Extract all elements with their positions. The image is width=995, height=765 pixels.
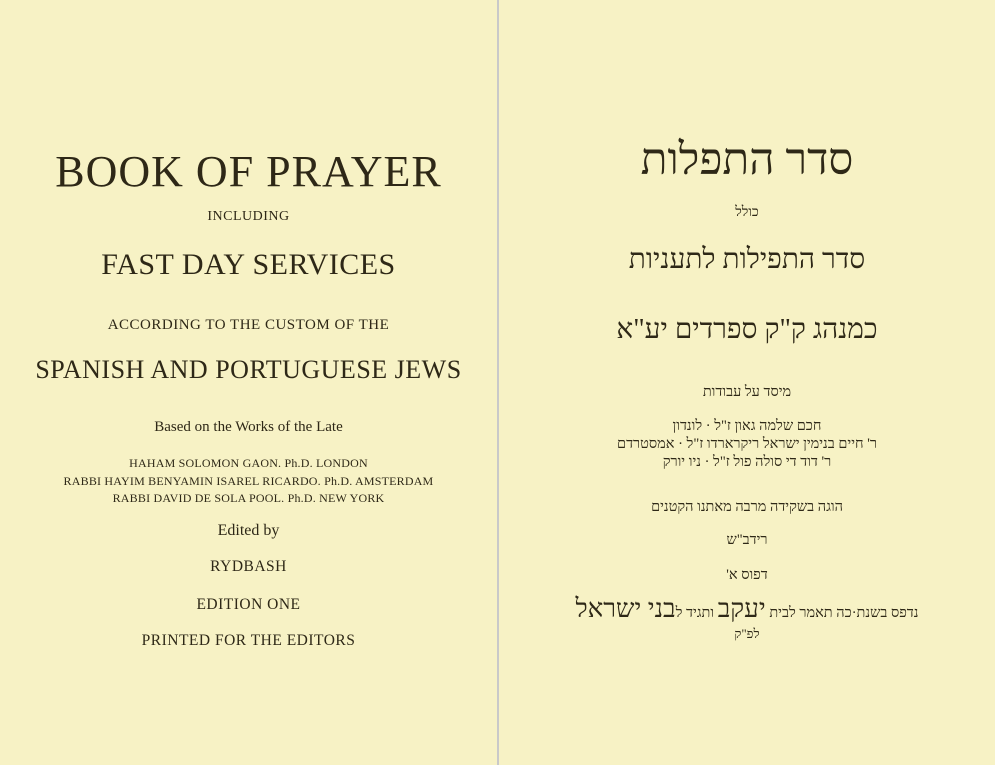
hebrew-editor-name: רידב"ש <box>726 532 768 548</box>
hebrew-book-subtitle: סדר התפילות לתעניות <box>628 244 866 275</box>
custom-line: ACCORDING TO THE CUSTOM OF THE <box>107 317 390 333</box>
imprint-emphasized-word: בני ישראל <box>575 594 676 623</box>
including-label: INCLUDING <box>207 209 290 224</box>
author-line: RABBI HAYIM BENYAMIN ISAREL RICARDO. Ph.D. AMSTERDAM <box>63 473 434 488</box>
book-title: BOOK OF PRAYER <box>55 147 442 196</box>
imprint-segment: נדפס בשנת·כה תאמר לבית <box>765 605 919 621</box>
editor-name: RYDBASH <box>210 558 287 575</box>
hebrew-authors-list <box>499 417 995 471</box>
imprint-emphasized-word: יעקב <box>717 594 766 623</box>
hebrew-proofread-line: הוגה בשקידה מרבה מאתנו הקטנים <box>651 499 843 515</box>
hebrew-author-line: חכם שלמה גאון ז"ל · לונדון <box>672 418 822 434</box>
hebrew-title-page <box>499 0 995 765</box>
author-line: HAHAM SOLOMON GAON. Ph.D. LONDON <box>129 456 368 470</box>
book-subtitle: FAST DAY SERVICES <box>101 248 396 281</box>
authors-list <box>0 455 497 508</box>
printed-for-line: PRINTED FOR THE EDITORS <box>141 632 356 649</box>
imprint-segment: ותגיד ל <box>675 605 718 621</box>
hebrew-author-line: ר' חיים בנימין ישראל ריקרארדו ז"ל · אמסטרדם <box>617 436 877 452</box>
hebrew-author-line: ר' דוד די סולה פול ז"ל · ניו יורק <box>662 454 832 470</box>
hebrew-including-label: כולל <box>735 205 759 220</box>
hebrew-imprint-line <box>499 594 995 628</box>
hebrew-lefak-label: לפ"ק <box>734 626 760 641</box>
community-line: SPANISH AND PORTUGUESE JEWS <box>35 355 462 384</box>
edition-line: EDITION ONE <box>196 596 301 613</box>
edited-by-label: Edited by <box>217 522 280 539</box>
hebrew-based-on-line: מיסד על עבודות <box>702 384 792 400</box>
hebrew-book-title: סדר התפלות <box>640 135 854 184</box>
author-line: RABBI DAVID DE SOLA POOL. Ph.D. NEW YORK <box>112 491 385 505</box>
based-on-line: Based on the Works of the Late <box>154 419 343 435</box>
english-title-page <box>0 0 497 765</box>
hebrew-custom-line: כמנהג ק"ק ספרדים יע"א <box>616 314 878 345</box>
hebrew-printing-line: דפוס א' <box>726 567 768 583</box>
